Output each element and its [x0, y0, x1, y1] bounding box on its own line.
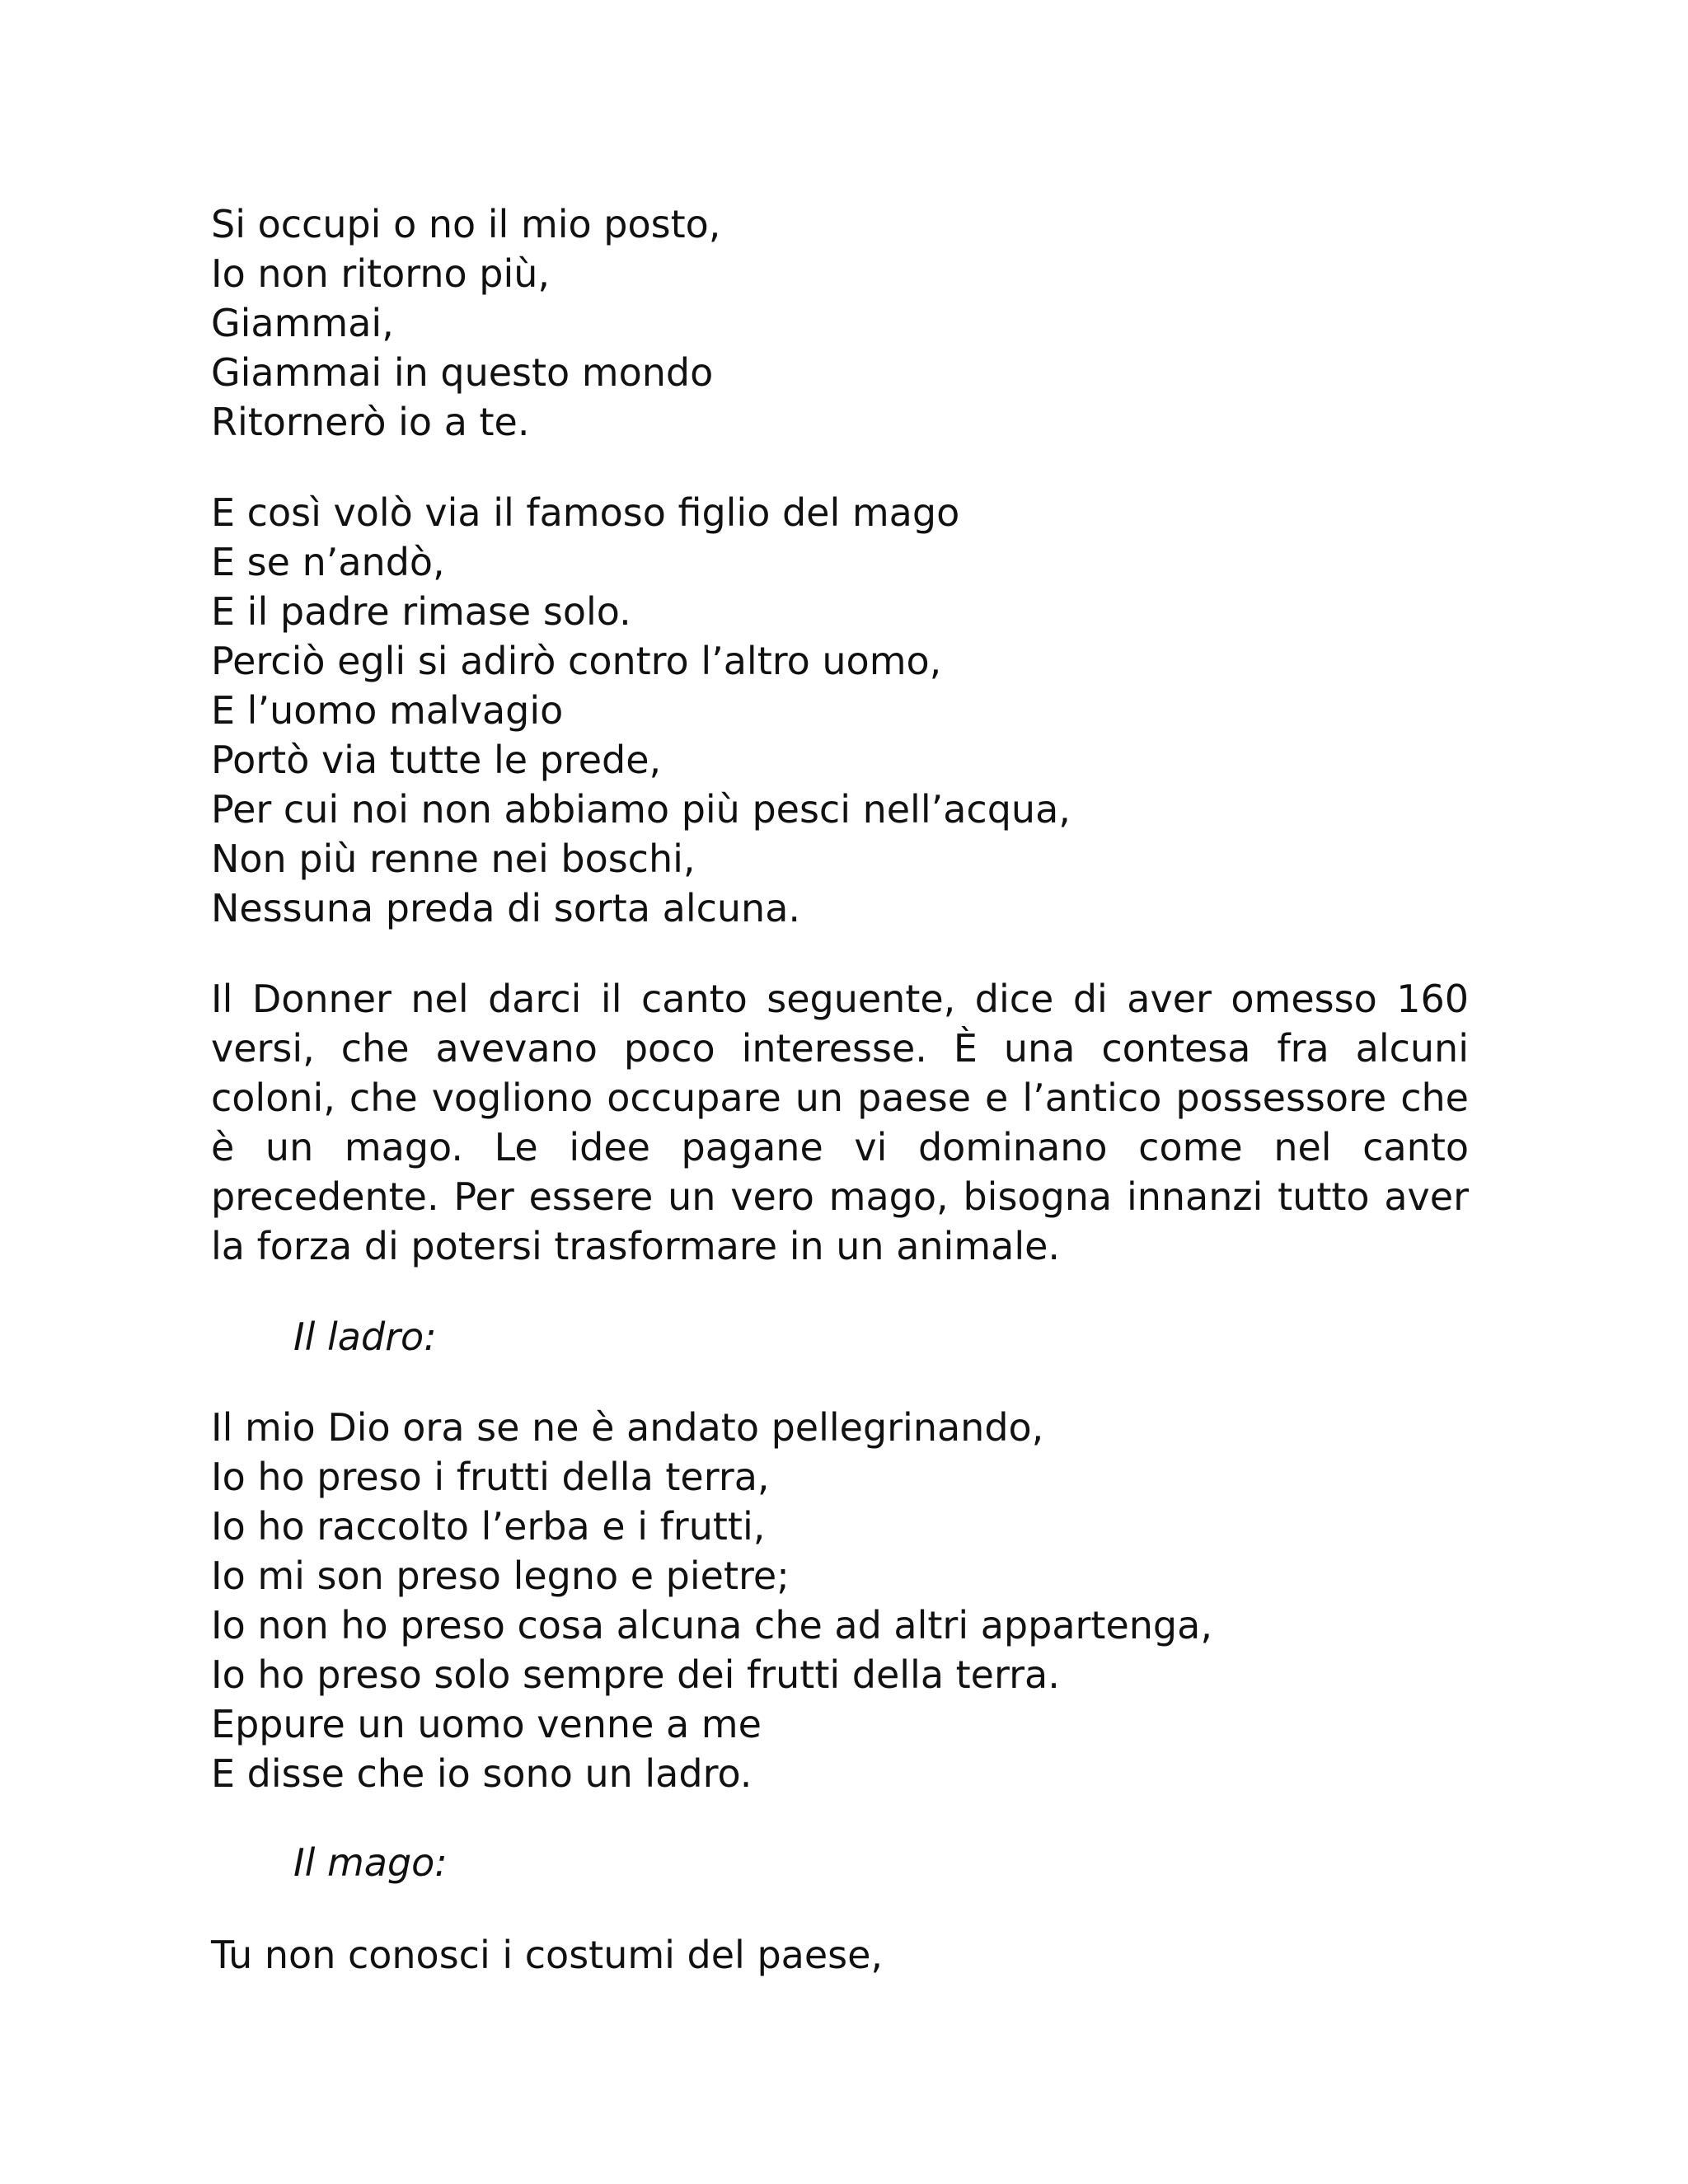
verse-line: Ritornerò io a te.	[211, 400, 530, 444]
verse-line: Eppure un uomo venne a me	[211, 1702, 762, 1746]
speaker-heading: Il mago:	[293, 1840, 448, 1885]
verse-line: Non più renne nei boschi,	[211, 837, 696, 881]
verse-line: Io mi son preso legno e pietre;	[211, 1554, 790, 1598]
verse-line: Si occupi o no il mio posto,	[211, 202, 721, 246]
verse-line: Io non ritorno più,	[211, 251, 551, 296]
verse-line: Il mio Dio ora se ne è andato pellegrinando,	[211, 1405, 1044, 1450]
verse-line: Io ho raccolto l’erba e i frutti,	[211, 1504, 766, 1549]
verse-line: Tu non conosci i costumi del paese,	[211, 1933, 884, 1977]
verse-line: E se n’andò,	[211, 540, 445, 584]
verse-line: E disse che io sono un ladro.	[211, 1751, 753, 1796]
verse-line: Io non ho preso cosa alcuna che ad altri appartenga,	[211, 1603, 1212, 1647]
verse-line: Perciò egli si adirò contro l’altro uomo,	[211, 639, 942, 683]
verse-line: E così volò via il famoso figlio del mago	[211, 490, 960, 535]
stanza-farewell	[211, 199, 720, 447]
stanza-mage	[211, 1930, 883, 1980]
stanza-departure	[211, 488, 1071, 933]
stanza-thief	[211, 1403, 1212, 1798]
verse-line: Per cui noi non abbiamo più pesci nell’acqua,	[211, 787, 1071, 832]
verse-line: Portò via tutte le prede,	[211, 738, 662, 782]
verse-line: Giammai in questo mondo	[211, 350, 714, 395]
verse-line: Io ho preso solo sempre dei frutti della terra.	[211, 1652, 1060, 1697]
verse-line: Nessuna preda di sorta alcuna.	[211, 886, 801, 930]
verse-line: E il padre rimase solo.	[211, 589, 631, 634]
verse-line: Giammai,	[211, 301, 394, 345]
speaker-heading: Il ladro:	[293, 1315, 437, 1359]
verse-line: E l’uomo malvagio	[211, 688, 564, 733]
verse-line: Io ho preso i frutti della terra,	[211, 1455, 770, 1499]
commentary-paragraph: Il Donner nel darci il canto seguente, dice di aver omesso 160 versi, che avevano poco interesse. È una contesa fra alcuni coloni, che vogliono occupare un paese e l’antico possessore che è un mago. Le idee pagane vi dominano come nel canto precedente. Per essere un vero mago, bisogna innanzi tutto aver la forza di potersi trasformare in un animale.	[211, 977, 1469, 1268]
